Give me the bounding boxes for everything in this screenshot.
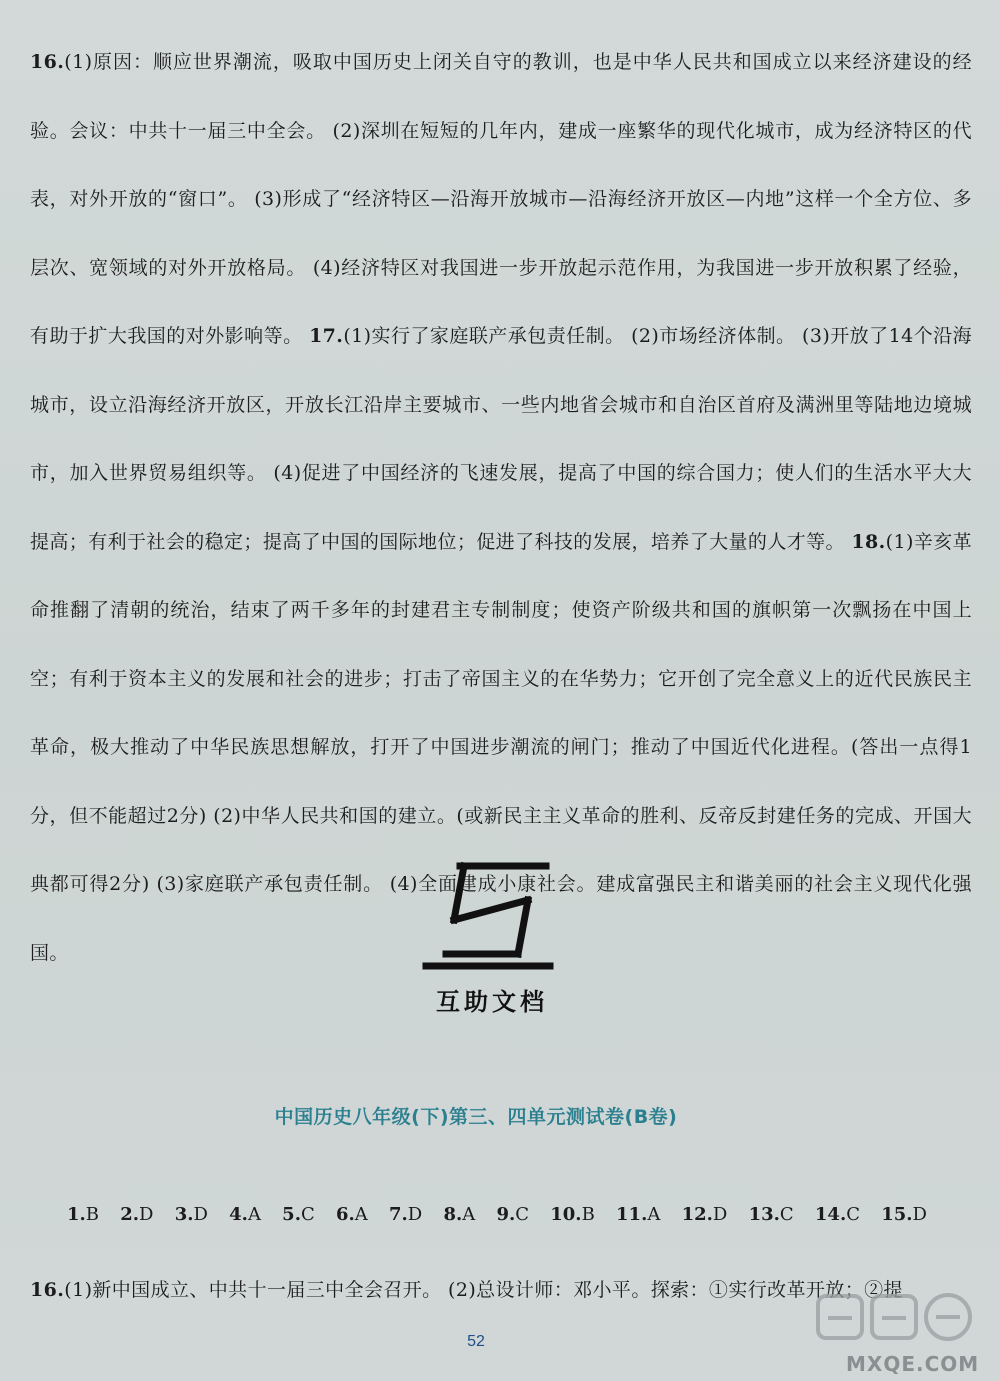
choice-answer	[389, 1204, 422, 1225]
choice-letter: A	[647, 1204, 661, 1225]
answer-18-text: (1)辛亥革命推翻了清朝的统治，结束了两千多年的封建君主专制制度；使资产阶级共和国的旗帜第一次飘扬在中国上空；有利于资本主义的发展和社会的进步；打击了帝国主义的在华势力；它开创了完全意义上的近代民族民主革命，极大推动了中华民族思想解放，打开了中国进步潮流的闸门；推动了中国近代化进程。(答出一点得1分，但不能超过2分) (2)中华人民共和国的建立。(或新民主主义革命的胜利、反帝反封建任务的完成、开国大典都可得2分) (3)家庭联产承包责任制。 (4)全面建成小康社会。建成富强民主和谐美丽的社会主义现代化强国。	[30, 530, 972, 964]
choice-number: 13.	[748, 1204, 780, 1225]
logo-wordmark: 互助文档	[436, 988, 548, 1016]
choice-number: 10.	[550, 1204, 582, 1225]
choice-letter: C	[515, 1204, 530, 1225]
choice-number: 6.	[335, 1204, 355, 1225]
choice-number: 14.	[814, 1204, 847, 1225]
choice-answer	[815, 1204, 860, 1225]
question-number-17: 17.	[309, 325, 344, 347]
answer-paragraph	[30, 28, 972, 987]
choice-answer	[282, 1204, 315, 1225]
question-number-16-b: 16.	[30, 1279, 65, 1301]
choice-answers-row	[67, 1204, 927, 1225]
question-number-18: 18.	[851, 530, 886, 553]
choice-number: 8.	[443, 1204, 463, 1225]
choice-answer	[120, 1204, 153, 1225]
choice-answer	[336, 1204, 368, 1225]
watermark-text: MXQE.COM	[846, 1352, 980, 1376]
choice-letter: D	[139, 1204, 154, 1225]
page-number: 52	[467, 1333, 485, 1350]
answer-16-text: (1)原因：顺应世界潮流，吸取中国历史上闭关自守的教训，也是中华人民共和国成立以来经济建设的经验。会议：中共十一届三中全会。 (2)深圳在短短的几年内，建成一座繁华的现代化城市，成为经济特区的代表，对外开放的“窗口”。 (3)形成了“经济特区—沿海开放城市—沿海经济开放区—内地”这样一个全方位、多层次、宽领域的对外开放格局。 (4)经济特区对我国进一步开放起示范作用，为我国进一步开放积累了经验，有助于扩大我国的对外影响等。	[30, 51, 972, 347]
question-number-16: 16.	[30, 51, 65, 73]
choice-number: 4.	[229, 1204, 248, 1225]
choice-answer	[229, 1204, 261, 1225]
choice-letter: B	[85, 1204, 100, 1225]
choice-answer	[175, 1204, 208, 1225]
choice-answer	[881, 1204, 927, 1225]
choice-answer	[682, 1204, 728, 1225]
choice-number: 9.	[496, 1204, 516, 1225]
choice-number: 1.	[67, 1204, 86, 1225]
choice-letter: D	[912, 1204, 927, 1225]
choice-number: 11.	[616, 1204, 648, 1225]
choice-letter: C	[779, 1204, 794, 1225]
answer-17-text: (1)实行了家庭联产承包责任制。 (2)市场经济体制。 (3)开放了14个沿海城市，设立沿海经济开放区，开放长江沿岸主要城市、一些内地省会城市和自治区首府及满洲里等陆地边境城市，加入世界贸易组织等。 (4)促进了中国经济的飞速发展，提高了中国的综合国力；使人们的生活水平大大提高；有利于社会的稳定；提高了中国的国际地位；促进了科技的发展，培养了大量的人才等。	[30, 325, 972, 553]
choice-letter: D	[193, 1204, 208, 1225]
choice-letter: D	[407, 1204, 423, 1225]
choice-answer	[616, 1204, 660, 1225]
choice-letter: A	[247, 1204, 261, 1225]
choice-letter: A	[354, 1204, 368, 1225]
choice-number: 15.	[881, 1204, 913, 1225]
choice-letter: B	[581, 1204, 595, 1225]
choice-number: 2.	[120, 1204, 140, 1225]
choice-number: 7.	[388, 1204, 408, 1225]
section-title: 中国历史八年级(下)第三、四单元测试卷(B卷)	[274, 1106, 678, 1128]
choice-letter: C	[300, 1204, 315, 1225]
answer-body	[30, 28, 972, 987]
choice-answer	[496, 1204, 529, 1225]
choice-number: 3.	[174, 1204, 194, 1225]
choice-number: 12.	[681, 1204, 713, 1225]
choice-number: 5.	[282, 1204, 301, 1225]
answer-16-b-text: (1)新中国成立、中共十一届三中全会召开。 (2)总设计师：邓小平。探索：①实行改革开放；②提	[64, 1279, 903, 1301]
choice-letter: C	[846, 1204, 860, 1225]
choice-answer	[443, 1204, 475, 1225]
choice-letter: A	[462, 1204, 476, 1225]
choice-answer	[749, 1204, 794, 1225]
choice-letter: D	[712, 1204, 728, 1225]
choice-answer	[550, 1204, 595, 1225]
choice-answer	[67, 1204, 99, 1225]
